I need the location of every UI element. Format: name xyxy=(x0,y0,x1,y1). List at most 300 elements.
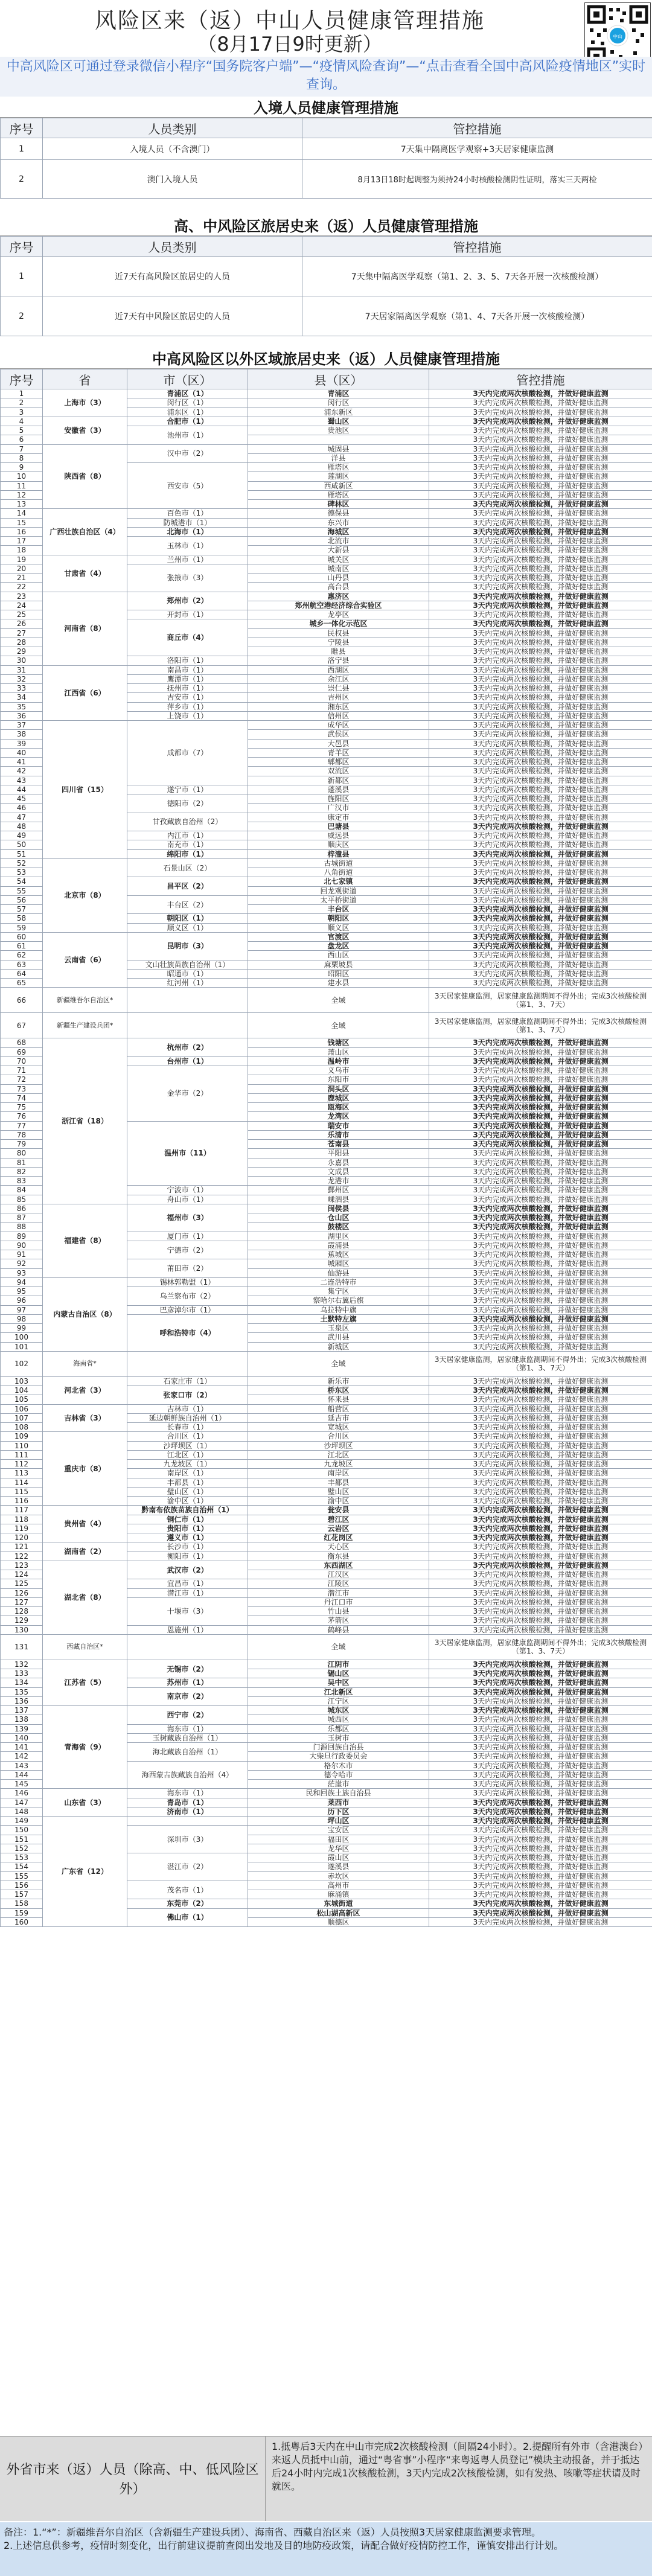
row-no: 42 xyxy=(1,767,43,776)
row-no: 48 xyxy=(1,822,43,831)
measure-cell: 3天内完成两次核酸检测，并做好健康监测 xyxy=(429,868,652,877)
county-cell: 建水县 xyxy=(248,979,429,988)
row-no: 79 xyxy=(1,1140,43,1149)
table-row xyxy=(1,1277,652,1286)
county-cell: 西湖区 xyxy=(248,665,429,674)
county-cell: 竹山县 xyxy=(248,1607,429,1616)
table-row xyxy=(1,160,652,199)
city-cell: 昌平区（2） xyxy=(127,877,248,896)
city-cell: 东莞市（2） xyxy=(127,1899,248,1908)
measure-cell: 3天内完成两次核酸检测，并做好健康监测 xyxy=(429,1487,652,1496)
measure-cell: 3天内完成两次核酸检测，并做好健康监测 xyxy=(429,509,652,518)
row-no: 61 xyxy=(1,942,43,951)
county-cell: 锡山区 xyxy=(248,1669,429,1678)
county-cell: 湖里区 xyxy=(248,1232,429,1241)
county-cell: 乐都区 xyxy=(248,1724,429,1733)
county-cell: 合川区 xyxy=(248,1432,429,1441)
row-category: 入境人员（不含澳门） xyxy=(43,138,302,160)
county-cell: 海城区 xyxy=(248,527,429,536)
row-no: 125 xyxy=(1,1579,43,1588)
row-no: 2 xyxy=(1,398,43,407)
row-no: 94 xyxy=(1,1277,43,1286)
city-cell: 海东市（1） xyxy=(127,1724,248,1733)
county-cell: 龙港市 xyxy=(248,1177,429,1186)
county-cell: 惠济区 xyxy=(248,592,429,601)
table-row xyxy=(1,296,652,336)
province-cell: 山东省（3） xyxy=(43,1789,127,1817)
table-row xyxy=(1,555,652,564)
row-no: 77 xyxy=(1,1121,43,1130)
county-cell: 遂溪县 xyxy=(248,1862,429,1871)
table-row xyxy=(1,1561,652,1570)
measure-cell: 3天内完成两次核酸检测，并做好健康监测 xyxy=(429,1724,652,1733)
row-no: 151 xyxy=(1,1835,43,1844)
row-no: 9 xyxy=(1,463,43,472)
county-cell: 乌拉特中旗 xyxy=(248,1305,429,1314)
row-no: 6 xyxy=(1,435,43,444)
county-cell: 高台县 xyxy=(248,583,429,592)
city-cell: 丰台区（2） xyxy=(127,895,248,914)
measure-cell: 3天内完成两次核酸检测，并做好健康监测 xyxy=(429,610,652,619)
measure-cell: 3天内完成两次核酸检测，并做好健康监测 xyxy=(429,1441,652,1450)
table-row xyxy=(1,138,652,160)
measure-cell: 3天内完成两次核酸检测，并做好健康监测 xyxy=(429,1743,652,1752)
county-cell: 高州市 xyxy=(248,1881,429,1890)
city-cell: 南京市（2） xyxy=(127,1687,248,1706)
city-cell xyxy=(127,988,248,1013)
table-row xyxy=(1,1404,652,1413)
measure-cell: 3天内完成两次核酸检测，并做好健康监测 xyxy=(429,960,652,969)
row-no: 75 xyxy=(1,1103,43,1112)
measure-cell: 3天内完成两次核酸检测，并做好健康监测 xyxy=(429,711,652,720)
city-cell: 张掖市（3） xyxy=(127,564,248,592)
county-cell: 顺庆区 xyxy=(248,840,429,849)
county-cell: 潜江市 xyxy=(248,1588,429,1597)
footer-category: 外省市来（返）人员（除高、中、低风险区外） xyxy=(0,2437,266,2521)
county-cell: 官渡区 xyxy=(248,932,429,941)
county-cell: 云岩区 xyxy=(248,1524,429,1533)
county-cell: 钱塘区 xyxy=(248,1038,429,1047)
row-no: 16 xyxy=(1,527,43,536)
city-cell: 长沙市（1） xyxy=(127,1542,248,1552)
row-no: 64 xyxy=(1,969,43,978)
province-cell: 上海市（3） xyxy=(43,389,127,417)
county-cell: 城固县 xyxy=(248,444,429,453)
county-cell: 莱西市 xyxy=(248,1798,429,1807)
row-no: 80 xyxy=(1,1149,43,1158)
col-header-no: 序号 xyxy=(1,118,43,138)
row-no: 70 xyxy=(1,1056,43,1066)
measure-cell: 3天内完成两次核酸检测，并做好健康监测 xyxy=(429,1678,652,1687)
row-no: 92 xyxy=(1,1259,43,1268)
county-cell: 义乌市 xyxy=(248,1066,429,1075)
county-cell: 西山区 xyxy=(248,951,429,960)
row-no: 154 xyxy=(1,1862,43,1871)
city-cell: 绵阳市（1） xyxy=(127,849,248,858)
city-cell: 浦东区（1） xyxy=(127,407,248,417)
province-cell: 青海省（9） xyxy=(43,1706,127,1789)
row-no: 118 xyxy=(1,1515,43,1524)
measure-cell: 3天内完成两次核酸检测，并做好健康监测 xyxy=(429,398,652,407)
city-cell: 北海市（1） xyxy=(127,527,248,536)
row-no: 53 xyxy=(1,868,43,877)
county-cell: 霞浦县 xyxy=(248,1241,429,1250)
province-cell: 北京市（8） xyxy=(43,858,127,932)
measure-cell: 3天内完成两次核酸检测，并做好健康监测 xyxy=(429,1404,652,1413)
row-no: 150 xyxy=(1,1826,43,1835)
row-no: 34 xyxy=(1,693,43,702)
row-no: 68 xyxy=(1,1038,43,1047)
row-no: 71 xyxy=(1,1066,43,1075)
measure-cell: 3天内完成两次核酸检测，并做好健康监测 xyxy=(429,914,652,923)
measure-cell: 3天内完成两次核酸检测，并做好健康监测 xyxy=(429,1250,652,1259)
county-cell: 梓潼县 xyxy=(248,849,429,858)
row-no: 40 xyxy=(1,748,43,757)
row-no: 159 xyxy=(1,1908,43,1917)
county-cell: 碑林区 xyxy=(248,500,429,509)
measure-cell: 3天内完成两次核酸检测，并做好健康监测 xyxy=(429,1862,652,1871)
row-no: 157 xyxy=(1,1890,43,1899)
city-cell: 吉林市（1） xyxy=(127,1404,248,1413)
city-cell: 红河州（1） xyxy=(127,979,248,988)
measure-cell: 3天内完成两次核酸检测，并做好健康监测 xyxy=(429,1195,652,1204)
province-cell: 湖北省（8） xyxy=(43,1561,127,1634)
measure-cell: 3天内完成两次核酸检测，并做好健康监测 xyxy=(429,1817,652,1826)
travel-section xyxy=(0,217,652,336)
row-category: 近7天有高风险区旅居史的人员 xyxy=(43,257,302,296)
city-cell: 茂名市（1） xyxy=(127,1881,248,1899)
table-row xyxy=(1,1376,652,1385)
county-cell: 全域 xyxy=(248,1351,429,1376)
measure-cell: 3天内完成两次核酸检测，并做好健康监测 xyxy=(429,647,652,656)
measure-cell: 3天内完成两次核酸检测，并做好健康监测 xyxy=(429,1084,652,1093)
county-cell: 武川县 xyxy=(248,1333,429,1342)
county-cell: 九龙坡区 xyxy=(248,1460,429,1469)
city-cell: 十堰市（3） xyxy=(127,1597,248,1625)
county-cell: 吉州区 xyxy=(248,693,429,702)
col-header-category: 人员类别 xyxy=(43,237,302,257)
city-cell: 台州市（1） xyxy=(127,1056,248,1066)
measure-cell: 3天内完成两次核酸检测，并做好健康监测 xyxy=(429,730,652,739)
measure-cell: 3天内完成两次核酸检测，并做好健康监测 xyxy=(429,932,652,941)
row-no: 1 xyxy=(1,257,43,296)
city-cell: 合肥市（1） xyxy=(127,417,248,426)
city-cell: 石景山区（2） xyxy=(127,858,248,877)
row-no: 144 xyxy=(1,1770,43,1779)
city-cell: 合川区（1） xyxy=(127,1432,248,1441)
county-cell: 龙亭区 xyxy=(248,610,429,619)
county-cell: 碧江区 xyxy=(248,1515,429,1524)
region-title: 中高风险区以外区域旅居史来（返）人员健康管理措施 xyxy=(0,350,652,369)
city-cell: 吉安市（1） xyxy=(127,693,248,702)
measure-cell: 3天内完成两次核酸检测，并做好健康监测 xyxy=(429,500,652,509)
row-no: 138 xyxy=(1,1715,43,1724)
county-cell: 集宁区 xyxy=(248,1287,429,1296)
measure-cell: 3天内完成两次核酸检测，并做好健康监测 xyxy=(429,1515,652,1524)
county-cell: 武侯区 xyxy=(248,730,429,739)
county-cell: 德保县 xyxy=(248,509,429,518)
city-cell: 百色市（1） xyxy=(127,509,248,518)
measure-cell: 3天内完成两次核酸检测，并做好健康监测 xyxy=(429,1607,652,1616)
measure-cell: 3天内完成两次核酸检测，并做好健康监测 xyxy=(429,923,652,932)
row-no: 90 xyxy=(1,1241,43,1250)
city-cell: 宁波市（1） xyxy=(127,1186,248,1195)
table-row xyxy=(1,257,652,296)
measure-cell: 3天内完成两次核酸检测，并做好健康监测 xyxy=(429,444,652,453)
row-no: 152 xyxy=(1,1844,43,1853)
row-no: 33 xyxy=(1,684,43,693)
row-no: 62 xyxy=(1,951,43,960)
row-no: 147 xyxy=(1,1798,43,1807)
city-cell: 武汉市（2） xyxy=(127,1561,248,1579)
row-no: 82 xyxy=(1,1167,43,1176)
county-cell: 顺德区 xyxy=(248,1917,429,1926)
province-cell: 甘肃省（4） xyxy=(43,555,127,592)
row-no: 54 xyxy=(1,877,43,886)
row-no: 88 xyxy=(1,1222,43,1232)
row-no: 83 xyxy=(1,1177,43,1186)
inbound-section xyxy=(0,99,652,199)
row-no: 67 xyxy=(1,1013,43,1038)
county-cell: 衡东县 xyxy=(248,1552,429,1561)
row-no: 12 xyxy=(1,490,43,499)
county-cell: 玉泉区 xyxy=(248,1324,429,1333)
province-cell: 陕西省（8） xyxy=(43,444,127,509)
measure-cell: 3天内完成两次核酸检测，并做好健康监测 xyxy=(429,1761,652,1770)
measure-cell: 3天内完成两次核酸检测，并做好健康监测 xyxy=(429,1413,652,1422)
travel-table xyxy=(0,236,652,336)
row-no: 56 xyxy=(1,895,43,904)
col-header-measure: 管控措施 xyxy=(302,118,652,138)
row-no: 28 xyxy=(1,638,43,647)
measure-cell: 3天内完成两次核酸检测，并做好健康监测 xyxy=(429,1066,652,1075)
county-cell: 瓯海区 xyxy=(248,1103,429,1112)
county-cell: 茅箭区 xyxy=(248,1616,429,1625)
city-cell: 江北区（1） xyxy=(127,1450,248,1459)
county-cell: 永嘉县 xyxy=(248,1158,429,1167)
measure-cell: 3天内完成两次核酸检测，并做好健康监测 xyxy=(429,739,652,748)
county-cell: 顺义区 xyxy=(248,923,429,932)
city-cell: 西宁市（2） xyxy=(127,1706,248,1725)
row-no: 102 xyxy=(1,1351,43,1376)
city-cell: 青岛市（1） xyxy=(127,1798,248,1807)
city-cell: 南岸区（1） xyxy=(127,1469,248,1478)
city-cell: 温州市（11） xyxy=(127,1121,248,1186)
measure-cell: 3天内完成两次核酸检测，并做好健康监测 xyxy=(429,518,652,527)
table-row xyxy=(1,1660,652,1669)
row-no: 153 xyxy=(1,1853,43,1862)
table-row xyxy=(1,932,652,941)
county-cell: 鹿城区 xyxy=(248,1093,429,1102)
row-no: 59 xyxy=(1,923,43,932)
measure-cell: 3天内完成两次核酸检测，并做好健康监测 xyxy=(429,1497,652,1506)
measure-cell: 3天内完成两次核酸检测，并做好健康监测 xyxy=(429,1177,652,1186)
measure-cell: 3天内完成两次核酸检测，并做好健康监测 xyxy=(429,1561,652,1570)
county-cell: 宽城区 xyxy=(248,1423,429,1432)
county-cell: 信州区 xyxy=(248,711,429,720)
county-cell: 东西湖区 xyxy=(248,1561,429,1570)
province-cell: 湖南省（2） xyxy=(43,1542,127,1561)
county-cell: 延吉市 xyxy=(248,1413,429,1422)
measure-cell: 3天内完成两次核酸检测，并做好健康监测 xyxy=(429,1186,652,1195)
city-cell: 渝中区（1） xyxy=(127,1497,248,1506)
county-cell: 坪山区 xyxy=(248,1817,429,1826)
row-no: 121 xyxy=(1,1542,43,1552)
row-no: 103 xyxy=(1,1376,43,1385)
province-cell: 广东省（12） xyxy=(43,1817,127,1927)
row-no: 109 xyxy=(1,1432,43,1441)
measure-cell: 3天内完成两次核酸检测，并做好健康监测 xyxy=(429,1669,652,1678)
county-cell: 大新县 xyxy=(248,546,429,555)
city-cell: 舟山市（1） xyxy=(127,1195,248,1204)
row-no: 155 xyxy=(1,1871,43,1881)
county-cell: 北流市 xyxy=(248,537,429,546)
row-no: 72 xyxy=(1,1075,43,1084)
row-no: 37 xyxy=(1,721,43,730)
row-no: 49 xyxy=(1,831,43,840)
row-no: 8 xyxy=(1,453,43,462)
row-no: 46 xyxy=(1,804,43,813)
county-cell: 福田区 xyxy=(248,1835,429,1844)
county-cell: 太平桥街道 xyxy=(248,895,429,904)
measure-cell: 3天内完成两次核酸检测，并做好健康监测 xyxy=(429,1696,652,1705)
row-no: 11 xyxy=(1,481,43,490)
row-no: 60 xyxy=(1,932,43,941)
measure-cell: 3天内完成两次核酸检测，并做好健康监测 xyxy=(429,1579,652,1588)
measure-cell: 3天内完成两次核酸检测，并做好健康监测 xyxy=(429,1752,652,1761)
col-header-county: 县（区） xyxy=(248,369,429,389)
county-cell: 德令哈市 xyxy=(248,1770,429,1779)
county-cell: 城乡一体化示范区 xyxy=(248,619,429,628)
row-no: 133 xyxy=(1,1669,43,1678)
county-cell: 怀来县 xyxy=(248,1395,429,1404)
province-cell: 河北省（3） xyxy=(43,1376,127,1404)
city-cell: 杭州市（2） xyxy=(127,1038,248,1057)
measure-cell: 3天内完成两次核酸检测，并做好健康监测 xyxy=(429,1524,652,1533)
measure-cell: 3天内完成两次核酸检测，并做好健康监测 xyxy=(429,1158,652,1167)
measure-cell: 3天内完成两次核酸检测，并做好健康监测 xyxy=(429,1570,652,1579)
row-no: 4 xyxy=(1,417,43,426)
city-cell: 文山壮族苗族自治州（1） xyxy=(127,960,248,969)
province-cell: 云南省（6） xyxy=(43,932,127,988)
measure-cell: 3天内完成两次核酸检测，并做好健康监测 xyxy=(429,979,652,988)
row-no: 96 xyxy=(1,1296,43,1305)
measure-cell: 3天内完成两次核酸检测，并做好健康监测 xyxy=(429,1112,652,1121)
row-no: 41 xyxy=(1,758,43,767)
table-row xyxy=(1,1506,652,1515)
city-cell: 无锡市（2） xyxy=(127,1660,248,1678)
measure-cell: 3天内完成两次核酸检测，并做好健康监测 xyxy=(429,1222,652,1232)
county-cell xyxy=(248,435,429,444)
col-header-city: 市（区） xyxy=(127,369,248,389)
county-cell: 宁陵县 xyxy=(248,638,429,647)
county-cell: 大柴旦行政委员会 xyxy=(248,1752,429,1761)
county-cell: 鹤峰县 xyxy=(248,1625,429,1634)
county-cell: 蜀山区 xyxy=(248,417,429,426)
county-cell: 丹江口市 xyxy=(248,1597,429,1606)
county-cell: 二连浩特市 xyxy=(248,1277,429,1286)
table-row xyxy=(1,858,652,868)
measure-cell: 3天内完成两次核酸检测，并做好健康监测 xyxy=(429,1450,652,1459)
measure-cell: 3天内完成两次核酸检测，并做好健康监测 xyxy=(429,748,652,757)
table-row xyxy=(1,389,652,398)
table-row xyxy=(1,444,652,453)
county-cell: 红花岗区 xyxy=(248,1533,429,1542)
col-header-no: 序号 xyxy=(1,369,43,389)
county-cell: 沙坪坝区 xyxy=(248,1441,429,1450)
row-no: 139 xyxy=(1,1724,43,1733)
row-no: 23 xyxy=(1,592,43,601)
row-no: 134 xyxy=(1,1678,43,1687)
measure-cell: 3天居家健康监测，居家健康监测期间不得外出；完成3次核酸检测（第1、3、7天） xyxy=(429,1013,652,1038)
measure-cell: 3天内完成两次核酸检测，并做好健康监测 xyxy=(429,785,652,794)
county-cell: 成华区 xyxy=(248,721,429,730)
county-cell: 萧山区 xyxy=(248,1047,429,1056)
measure-cell: 3天内完成两次核酸检测，并做好健康监测 xyxy=(429,895,652,904)
county-cell: 全域 xyxy=(248,1013,429,1038)
county-cell: 浦东新区 xyxy=(248,407,429,417)
county-cell: 新都区 xyxy=(248,776,429,785)
county-cell: 蕉城区 xyxy=(248,1250,429,1259)
measure-cell: 3天内完成两次核酸检测，并做好健康监测 xyxy=(429,813,652,822)
row-no: 51 xyxy=(1,849,43,858)
row-no: 117 xyxy=(1,1506,43,1515)
table-row xyxy=(1,509,652,518)
county-cell: 全域 xyxy=(248,988,429,1013)
row-no: 106 xyxy=(1,1404,43,1413)
measure-cell: 3天内完成两次核酸检测，并做好健康监测 xyxy=(429,1259,652,1268)
measure-cell: 3天内完成两次核酸检测，并做好健康监测 xyxy=(429,721,652,730)
measure-cell: 3天内完成两次核酸检测，并做好健康监测 xyxy=(429,1789,652,1798)
row-no: 10 xyxy=(1,472,43,481)
row-no: 104 xyxy=(1,1386,43,1395)
county-cell: 雁塔区 xyxy=(248,490,429,499)
measure-cell: 3天内完成两次核酸检测，并做好健康监测 xyxy=(429,758,652,767)
county-cell: 回龙观街道 xyxy=(248,886,429,895)
row-no: 22 xyxy=(1,583,43,592)
row-no: 135 xyxy=(1,1687,43,1696)
row-no: 131 xyxy=(1,1634,43,1660)
city-cell: 南充市（1） xyxy=(127,840,248,849)
city-cell: 潜江市（1） xyxy=(127,1588,248,1597)
city-cell: 海东市（1） xyxy=(127,1789,248,1798)
measure-cell: 3天内完成两次核酸检测，并做好健康监测 xyxy=(429,1268,652,1277)
county-cell: 吴中区 xyxy=(248,1678,429,1687)
measure-cell: 3天内完成两次核酸检测，并做好健康监测 xyxy=(429,1376,652,1385)
measure-cell: 3天内完成两次核酸检测，并做好健康监测 xyxy=(429,1047,652,1056)
row-no: 136 xyxy=(1,1696,43,1705)
county-cell: 山丹县 xyxy=(248,574,429,583)
measure-cell: 3天内完成两次核酸检测，并做好健康监测 xyxy=(429,472,652,481)
measure-cell: 3天内完成两次核酸检测，并做好健康监测 xyxy=(429,1890,652,1899)
row-no: 5 xyxy=(1,426,43,435)
measure-cell: 3天内完成两次核酸检测，并做好健康监测 xyxy=(429,1130,652,1139)
row-no: 86 xyxy=(1,1204,43,1213)
county-cell: 朝阳区 xyxy=(248,914,429,923)
row-no: 85 xyxy=(1,1195,43,1204)
county-cell: 民和回族土族自治县 xyxy=(248,1789,429,1798)
county-cell: 旌阳区 xyxy=(248,794,429,804)
city-cell: 玉树藏族自治州（1） xyxy=(127,1733,248,1742)
city-cell: 南昌市（1） xyxy=(127,665,248,674)
measure-cell: 3天内完成两次核酸检测，并做好健康监测 xyxy=(429,1149,652,1158)
county-cell: 麻栗坡县 xyxy=(248,960,429,969)
row-no: 141 xyxy=(1,1743,43,1752)
row-no: 55 xyxy=(1,886,43,895)
row-no: 69 xyxy=(1,1047,43,1056)
table-row xyxy=(1,1038,652,1047)
city-cell: 璧山区（1） xyxy=(127,1487,248,1496)
